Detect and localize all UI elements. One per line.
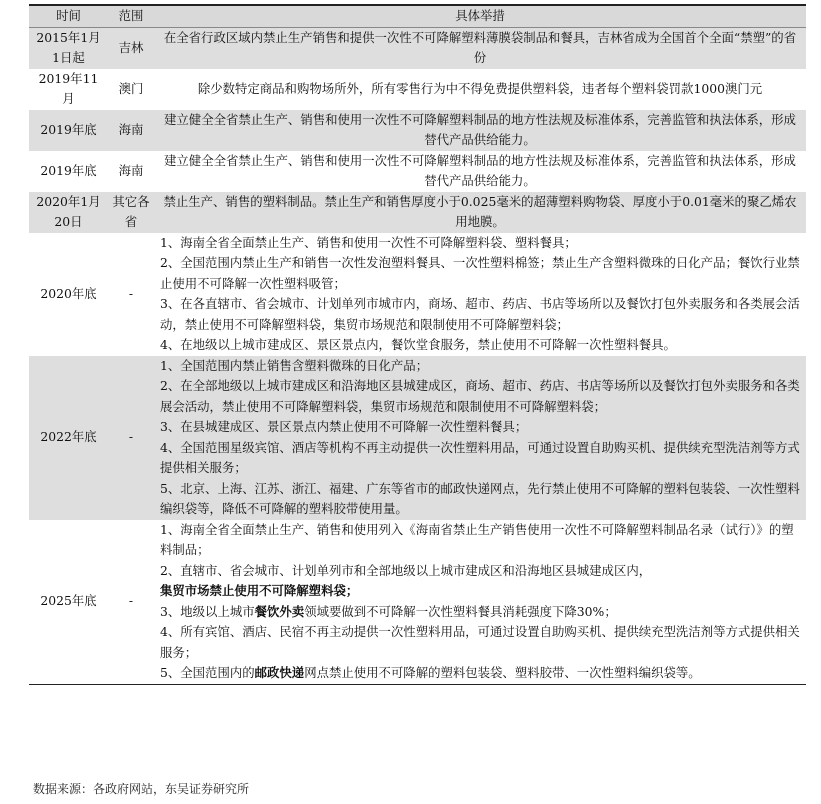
measure-item: 2、全国范围内禁止生产和销售一次性发泡塑料餐具、一次性塑料棉签；禁止生产含塑料微珠的日化产品；餐饮行业禁止使用不可降解一次性塑料吸管； xyxy=(160,255,800,291)
cell-scope: 海南 xyxy=(108,151,154,192)
table-row xyxy=(29,27,806,69)
table-row xyxy=(29,520,806,685)
table-row xyxy=(29,356,806,520)
header-time: 时间 xyxy=(29,5,108,27)
measure-item: 3、在各直辖市、省会城市、计划单列市城市内，商场、超市、药店、书店等场所以及餐饮打包外卖服务和各类展会活动，禁止使用不可降解塑料袋，集贸市场规范和限制使用不可降解塑料袋； xyxy=(160,296,800,332)
table-header xyxy=(29,5,806,27)
measure-item: 除少数特定商品和购物场所外，所有零售行为中不得免费提供塑料袋，违者每个塑料袋罚款1000澳门元 xyxy=(197,80,763,96)
cell-measures xyxy=(154,69,806,110)
cell-time: 2020年1月20日 xyxy=(29,192,108,233)
cell-scope: - xyxy=(108,520,154,685)
measure-item: 1、海南全省全面禁止生产、销售和使用列入《海南省禁止生产销售使用一次性不可降解塑料制品名录（试行）》的塑料制品； xyxy=(160,521,794,557)
header-row xyxy=(29,5,806,27)
cell-measures xyxy=(154,27,806,69)
table-row xyxy=(29,151,806,192)
header-scope: 范围 xyxy=(108,5,154,27)
measure-item: 3、在县城建成区、景区景点内禁止使用不可降解一次性塑料餐具； xyxy=(160,419,528,434)
table-row xyxy=(29,110,806,151)
cell-time: 2015年1月1日起 xyxy=(29,27,108,69)
cell-time: 2019年底 xyxy=(29,110,108,151)
policy-table xyxy=(29,4,806,685)
measure-item: 禁止生产、销售的塑料制品。禁止生产和销售厚度小于0.025毫米的超薄塑料购物袋、厚度小于0.01毫米的聚乙烯农用地膜。 xyxy=(163,193,797,229)
measure-item: 在全省行政区域内禁止生产销售和提供一次性不可降解塑料薄膜袋制品和餐具，吉林省成为全国首个全面“禁塑”的省份 xyxy=(163,29,797,65)
measure-item: 建立健全全省禁止生产、销售和使用一次性不可降解塑料制品的地方性法规及标准体系，完善监管和执法体系，形成替代产品供给能力。 xyxy=(164,152,796,188)
measure-item: 5、全国范围内的邮政快递网点禁止使用不可降解的塑料包装袋、塑料胶带、一次性塑料编织袋等。 xyxy=(160,665,701,680)
cell-time: 2019年11月 xyxy=(29,69,108,110)
cell-scope: 海南 xyxy=(108,110,154,151)
cell-scope: - xyxy=(108,233,154,356)
cell-time: 2022年底 xyxy=(29,356,108,520)
cell-measures xyxy=(154,233,806,356)
measure-item: 4、所有宾馆、酒店、民宿不再主动提供一次性塑料用品，可通过设置自助购买机、提供续充型洗洁剂等方式提供相关服务； xyxy=(160,624,800,660)
table-row xyxy=(29,233,806,356)
measure-item: 5、北京、上海、江苏、浙江、福建、广东等省市的邮政快递网点，先行禁止使用不可降解的塑料包装袋、一次性塑料编织袋等，降低不可降解的塑料胶带使用量。 xyxy=(160,480,800,516)
cell-time: 2020年底 xyxy=(29,233,108,356)
measure-item: 1、全国范围内禁止销售含塑料微珠的日化产品； xyxy=(160,357,429,373)
cell-measures xyxy=(154,110,806,151)
table-row xyxy=(29,192,806,233)
header-measures: 具体举措 xyxy=(154,5,806,27)
cell-time: 2025年底 xyxy=(29,520,108,685)
cell-scope: 吉林 xyxy=(108,27,154,69)
cell-measures xyxy=(154,151,806,192)
cell-measures xyxy=(154,192,806,233)
cell-measures xyxy=(154,520,806,685)
measure-item: 1、海南全省全面禁止生产、销售和使用一次性不可降解塑料袋、塑料餐具； xyxy=(160,234,577,250)
cell-scope: 澳门 xyxy=(108,69,154,110)
data-source-note: 数据来源：各政府网站，东吴证券研究所 xyxy=(33,782,250,796)
measure-item: 4、全国范围星级宾馆、酒店等机构不再主动提供一次性塑料用品，可通过设置自助购买机、提供续充型洗洁剂等方式提供相关服务； xyxy=(160,439,800,475)
measure-item: 3、地级以上城市餐饮外卖领域要做到不可降解一次性塑料餐具消耗强度下降30%； xyxy=(160,603,617,619)
measure-item: 2、直辖市、省会城市、计划单列市和全部地级以上城市建成区和沿海地区县城建成区内， xyxy=(160,562,652,578)
table-body xyxy=(29,27,806,684)
measure-item: 集贸市场禁止使用不可降解塑料袋； xyxy=(160,583,359,598)
cell-scope: - xyxy=(108,356,154,520)
cell-time: 2019年底 xyxy=(29,151,108,192)
cell-scope: 其它各省 xyxy=(108,192,154,233)
table-row xyxy=(29,69,806,110)
measure-item: 建立健全全省禁止生产、销售和使用一次性不可降解塑料制品的地方性法规及标准体系，完善监管和执法体系，形成替代产品供给能力。 xyxy=(164,111,796,147)
measure-item: 4、在地级以上城市建成区、景区景点内，餐饮堂食服务，禁止使用不可降解一次性塑料餐具。 xyxy=(160,337,676,352)
cell-measures xyxy=(154,356,806,520)
measure-item: 2、在全部地级以上城市建成区和沿海地区县城建成区，商场、超市、药店、书店等场所以及餐饮打包外卖服务和各类展会活动，禁止使用不可降解塑料袋，集贸市场规范和限制使用不可降解塑料袋； xyxy=(160,378,800,414)
